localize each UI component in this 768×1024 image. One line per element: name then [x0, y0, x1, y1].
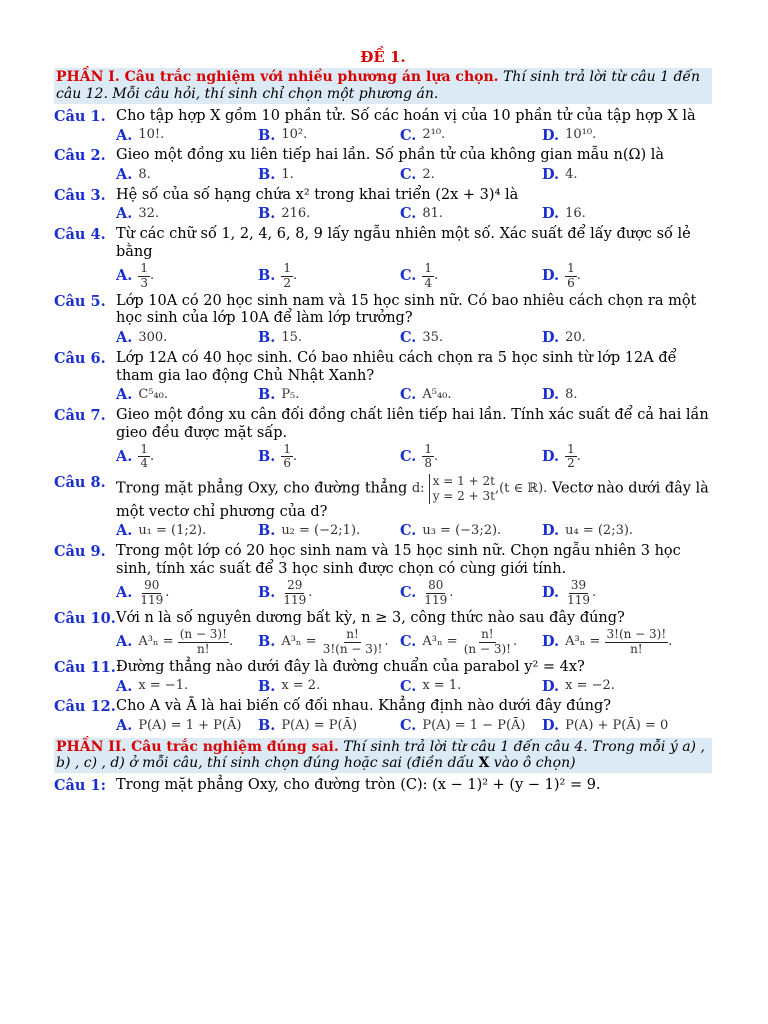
option-letter: C. — [400, 386, 417, 404]
option-value: 8. — [565, 387, 578, 403]
denominator: 119 — [567, 592, 591, 607]
part2-instruction-a: Thí sinh trả lời từ câu 1 đến câu 4. Trong mỗi ý a) , b) , c) , d) ở mỗi câu, thí sinh chọn đúng hoặc sai (điền dấu — [56, 738, 705, 772]
question-label: Câu 4. — [54, 226, 106, 244]
option-a — [116, 127, 258, 145]
numerator: 3!(n − 3)! — [606, 627, 667, 642]
option-b — [258, 166, 400, 184]
option-d — [542, 678, 684, 696]
option-d — [542, 127, 684, 145]
option-value: P₅. — [281, 387, 300, 403]
numerator: 1 — [424, 261, 432, 276]
denominator: 2 — [567, 456, 575, 471]
option-c — [400, 717, 542, 735]
option-c — [400, 386, 542, 404]
option-letter: A. — [116, 329, 133, 347]
option-value: 20. — [565, 330, 586, 346]
option-value: C⁵₄₀. — [138, 387, 169, 403]
system-suffix: ,(t ∈ ℝ). — [494, 481, 548, 497]
question-text-part: Vectơ nào dưới đây là — [547, 480, 709, 497]
option-letter: D. — [542, 522, 560, 540]
option-value: P(A) = 1 + P(Ā) — [138, 717, 242, 733]
question-1 — [54, 108, 712, 126]
option-letter: B. — [258, 386, 276, 404]
option-d — [542, 205, 684, 223]
option-c — [400, 628, 542, 655]
part1-heading: PHẦN I. Câu trắc nghiệm với nhiều phương án lựa chọn. — [56, 69, 499, 86]
option-value — [138, 262, 154, 289]
options-row — [54, 579, 712, 606]
fraction — [565, 443, 577, 470]
option-punct: . — [165, 585, 170, 601]
question-7 — [54, 407, 712, 442]
options-row — [54, 262, 712, 289]
option-punct: . — [449, 585, 454, 601]
fraction — [281, 579, 308, 606]
part2-header — [54, 738, 712, 774]
fraction — [281, 262, 293, 289]
option-a — [116, 678, 258, 696]
denominator: 3!(n − 3)! — [322, 641, 383, 656]
question-12 — [54, 698, 712, 716]
option-c — [400, 205, 542, 223]
option-value — [422, 628, 517, 655]
option-value: x = 1. — [422, 678, 462, 694]
option-value — [422, 579, 453, 606]
formula-lhs: A³ₙ = — [138, 634, 178, 650]
system-brace — [429, 474, 495, 504]
question-text: Trong một lớp có 20 học sinh nam và 15 học sinh nữ. Chọn ngẫu nhiên 3 học sinh, tính xác suất để 3 học sinh được chọn có cùng giới tính. — [116, 543, 681, 577]
question-text: Với n là số nguyên dương bất kỳ, n ≥ 3, công thức nào sau đây đúng? — [116, 609, 625, 626]
options-row — [54, 386, 712, 404]
option-letter: D. — [542, 205, 560, 223]
option-b — [258, 262, 400, 289]
question-text-part: Trong mặt phẳng Oxy, cho đường thẳng — [116, 480, 412, 497]
question-label: Câu 3. — [54, 186, 106, 204]
option-value: A⁵₄₀. — [422, 387, 452, 403]
question-label: Câu 2. — [54, 147, 106, 165]
options-row — [54, 166, 712, 184]
fraction — [422, 443, 434, 470]
fraction — [321, 628, 385, 655]
option-c — [400, 579, 542, 606]
denominator: 2 — [283, 275, 291, 290]
option-a — [116, 717, 258, 735]
option-letter: D. — [542, 633, 560, 651]
question-label: Câu 6. — [54, 349, 106, 367]
question-text: Gieo một đồng xu liên tiếp hai lần. Số phần tử của không gian mẫu n(Ω) là — [116, 147, 665, 164]
option-value — [565, 579, 596, 606]
option-letter: A. — [116, 165, 133, 183]
options-row — [54, 678, 712, 696]
denominator: 3 — [140, 275, 148, 290]
fraction — [281, 443, 293, 470]
option-c — [400, 522, 542, 540]
question-text: Lớp 10A có 20 học sinh nam và 15 học sinh nữ. Có bao nhiêu cách chọn ra một học sinh của lớp 10A để làm lớp trưởng? — [116, 292, 697, 327]
option-c — [400, 329, 542, 347]
option-letter: D. — [542, 584, 560, 602]
exam-title: ĐỀ 1. — [360, 48, 406, 66]
system-prefix: d: — [411, 481, 429, 497]
denominator: 119 — [424, 592, 448, 607]
option-value — [281, 443, 297, 470]
option-value — [565, 262, 581, 289]
option-value: 4. — [565, 166, 578, 182]
option-d — [542, 522, 684, 540]
option-letter: C. — [400, 267, 417, 285]
option-a — [116, 329, 258, 347]
option-value: x = −1. — [138, 678, 189, 694]
option-value — [422, 443, 438, 470]
option-value: x = 2. — [281, 678, 321, 694]
option-value: 300. — [138, 330, 168, 346]
options-row — [54, 443, 712, 470]
option-b — [258, 678, 400, 696]
question-label: Câu 11. — [54, 658, 116, 676]
option-value: 81. — [422, 206, 444, 222]
option-letter: B. — [258, 522, 276, 540]
option-value: P(A) + P(Ā) = 0 — [565, 717, 669, 733]
option-letter: A. — [116, 386, 133, 404]
denominator: 6 — [283, 456, 291, 471]
option-letter: D. — [542, 677, 560, 695]
option-letter: C. — [400, 126, 417, 144]
numerator: 80 — [428, 578, 444, 593]
question-4 — [54, 226, 712, 261]
option-value: x = −2. — [565, 678, 615, 694]
option-d — [542, 717, 684, 735]
option-value: 32. — [138, 206, 159, 222]
option-c — [400, 678, 542, 696]
formula-lhs: A³ₙ = — [565, 634, 605, 650]
option-letter: A. — [116, 205, 133, 223]
option-punct: . — [668, 634, 673, 650]
option-value: 1. — [281, 166, 294, 182]
option-value — [138, 579, 169, 606]
denominator: 6 — [567, 275, 575, 290]
option-d — [542, 386, 684, 404]
question-text: Trong mặt phẳng Oxy, cho đường tròn (C): (x − 1)² + (y − 1)² = 9. — [116, 777, 601, 794]
denominator: 8 — [424, 456, 432, 471]
option-punct: . — [308, 585, 313, 601]
numerator: 1 — [140, 442, 148, 457]
option-letter: B. — [258, 205, 276, 223]
option-value: u₃ = (−3;2). — [422, 523, 502, 539]
option-letter: A. — [116, 267, 133, 285]
question-label: Câu 7. — [54, 406, 106, 424]
option-a — [116, 205, 258, 223]
numerator: 1 — [424, 442, 432, 457]
option-punct: . — [433, 449, 439, 465]
option-letter: D. — [542, 126, 560, 144]
option-punct: . — [228, 634, 234, 650]
option-value: 10!. — [138, 127, 165, 143]
question-list — [54, 108, 712, 735]
option-letter: C. — [400, 448, 417, 466]
option-punct: . — [592, 585, 597, 601]
part2-question-1 — [54, 777, 712, 795]
options-row — [54, 127, 712, 145]
part2-mark: X — [478, 755, 490, 772]
option-letter: D. — [542, 329, 560, 347]
option-punct: . — [292, 449, 298, 465]
question-text: Cho tập hợp X gồm 10 phần tử. Số các hoán vị của 10 phần tử của tập hợp X là — [116, 107, 696, 124]
question-text: Cho A và Ā là hai biến cố đối nhau. Khẳng định nào dưới đây đúng? — [116, 698, 612, 715]
option-letter: B. — [258, 126, 276, 144]
formula-lhs: A³ₙ = — [422, 634, 462, 650]
question-3 — [54, 187, 712, 205]
options-row — [54, 522, 712, 540]
question-text: Lớp 12A có 40 học sinh. Có bao nhiêu cách chọn ra 5 học sinh từ lớp 12A để tham gia lao động Chủ Nhật Xanh? — [116, 349, 677, 384]
option-letter: C. — [400, 716, 417, 734]
option-letter: D. — [542, 716, 560, 734]
question-label: Câu 10. — [54, 609, 116, 627]
option-letter: C. — [400, 633, 417, 651]
options-row — [54, 205, 712, 223]
option-value: 15. — [281, 330, 302, 346]
option-letter: B. — [258, 633, 276, 651]
option-letter: B. — [258, 329, 276, 347]
option-letter: D. — [542, 386, 560, 404]
option-value: 8. — [138, 166, 151, 182]
option-punct: . — [512, 634, 518, 650]
option-c — [400, 262, 542, 289]
numerator: 1 — [283, 261, 291, 276]
option-b — [258, 522, 400, 540]
option-value — [565, 628, 672, 655]
option-d — [542, 443, 684, 470]
option-letter: B. — [258, 165, 276, 183]
option-letter: C. — [400, 205, 417, 223]
fraction — [422, 579, 449, 606]
option-a — [116, 262, 258, 289]
numerator: 1 — [140, 261, 148, 276]
option-b — [258, 386, 400, 404]
options-row — [54, 717, 712, 735]
option-a — [116, 166, 258, 184]
option-value: u₁ = (1;2). — [138, 523, 207, 539]
denominator: (n − 3)! — [463, 641, 511, 656]
option-b — [258, 329, 400, 347]
option-letter: C. — [400, 165, 417, 183]
option-value: 10¹⁰. — [565, 127, 597, 143]
question-5 — [54, 293, 712, 328]
fraction — [565, 579, 592, 606]
option-a — [116, 579, 258, 606]
option-punct: . — [576, 268, 581, 284]
question-label: Câu 9. — [54, 543, 106, 561]
numerator: 1 — [283, 442, 291, 457]
fraction — [605, 628, 669, 655]
denominator: 119 — [283, 592, 307, 607]
option-value: 2¹⁰. — [422, 127, 446, 143]
question-6 — [54, 350, 712, 385]
numerator: n! — [481, 627, 494, 642]
question-text: Từ các chữ số 1, 2, 4, 6, 8, 9 lấy ngẫu nhiên một số. Xác suất để lấy được số lẻ bằng — [116, 226, 691, 260]
fraction — [138, 579, 165, 606]
question-label: Câu 5. — [54, 292, 106, 310]
denominator: 4 — [424, 275, 432, 290]
fraction — [422, 262, 434, 289]
option-value: 216. — [281, 206, 311, 222]
option-value — [281, 262, 297, 289]
question-label: Câu 1: — [54, 777, 106, 795]
question-text: Gieo một đồng xu cân đối đồng chất liên tiếp hai lần. Tính xác suất để cả hai lần gieo đều được mặt sấp. — [116, 406, 709, 441]
option-punct: . — [384, 634, 389, 650]
option-punct: . — [149, 268, 155, 284]
option-b — [258, 717, 400, 735]
option-letter: A. — [116, 522, 133, 540]
question-text: Đường thẳng nào dưới đây là đường chuẩn của parabol y² = 4x? — [116, 658, 585, 675]
question-8 — [54, 474, 712, 522]
question-label: Câu 8. — [54, 473, 106, 491]
question-label: Câu 1. — [54, 107, 106, 125]
option-letter: B. — [258, 677, 276, 695]
option-letter: D. — [542, 165, 560, 183]
option-letter: C. — [400, 329, 417, 347]
numerator: 1 — [567, 442, 575, 457]
option-letter: D. — [542, 448, 560, 466]
fraction — [138, 443, 150, 470]
question-label: Câu 12. — [54, 698, 116, 716]
option-b — [258, 443, 400, 470]
question-text-part: một vectơ chỉ phương của d? — [116, 503, 328, 520]
denominator: n! — [197, 641, 210, 656]
option-letter: B. — [258, 584, 276, 602]
option-value — [422, 262, 438, 289]
formula-lhs: A³ₙ = — [281, 634, 321, 650]
numerator: 1 — [567, 261, 575, 276]
option-a — [116, 443, 258, 470]
option-d — [542, 262, 684, 289]
option-c — [400, 127, 542, 145]
options-row — [54, 628, 712, 655]
system-line: y = 2 + 3t — [432, 488, 495, 503]
option-letter: A. — [116, 126, 133, 144]
question-text — [116, 474, 712, 522]
part1-header — [54, 68, 712, 104]
option-letter: B. — [258, 448, 276, 466]
fraction — [138, 262, 150, 289]
option-c — [400, 443, 542, 470]
option-b — [258, 579, 400, 606]
option-letter: C. — [400, 677, 417, 695]
numerator: 29 — [287, 578, 303, 593]
option-d — [542, 579, 684, 606]
fraction — [565, 262, 577, 289]
denominator: 4 — [140, 456, 148, 471]
option-c — [400, 166, 542, 184]
question-2 — [54, 147, 712, 165]
option-a — [116, 522, 258, 540]
options-row — [54, 329, 712, 347]
option-d — [542, 329, 684, 347]
part2-instruction-b: vào ô chọn) — [493, 755, 576, 772]
option-letter: B. — [258, 716, 276, 734]
option-value: P(A) = 1 − P(Ā) — [422, 717, 526, 733]
option-value: 35. — [422, 330, 444, 346]
option-a — [116, 386, 258, 404]
line-system-equation — [411, 473, 548, 503]
denominator: n! — [630, 641, 643, 656]
numerator: 90 — [144, 578, 160, 593]
option-letter: B. — [258, 267, 276, 285]
option-punct: . — [576, 449, 581, 465]
option-letter: A. — [116, 448, 133, 466]
option-letter: A. — [116, 677, 133, 695]
option-b — [258, 205, 400, 223]
question-9 — [54, 543, 712, 578]
option-letter: A. — [116, 633, 133, 651]
option-value — [281, 579, 312, 606]
option-value — [138, 443, 154, 470]
numerator: 39 — [570, 578, 587, 593]
option-value: 16. — [565, 206, 586, 222]
option-letter: C. — [400, 584, 417, 602]
option-d — [542, 628, 684, 655]
option-letter: C. — [400, 522, 417, 540]
numerator: n! — [346, 627, 359, 642]
option-a — [116, 628, 258, 655]
option-punct: . — [433, 268, 439, 284]
fraction — [462, 628, 513, 655]
system-line: x = 1 + 2t — [432, 473, 495, 488]
part1-instruction: Thí sinh trả lời từ câu 1 đến câu 12. Mỗi câu hỏi, thí sinh chỉ chọn một phương án. — [56, 69, 701, 103]
question-text: Hệ số của số hạng chứa x² trong khai triển (2x + 3)⁴ là — [116, 186, 519, 203]
option-punct: . — [149, 449, 155, 465]
numerator: (n − 3)! — [179, 627, 227, 642]
option-value — [281, 628, 388, 655]
option-b — [258, 127, 400, 145]
option-value: u₄ = (2;3). — [565, 523, 634, 539]
option-d — [542, 166, 684, 184]
denominator: 119 — [140, 592, 164, 607]
question-10 — [54, 610, 712, 628]
option-value: u₂ = (−2;1). — [281, 523, 361, 539]
option-letter: A. — [116, 584, 133, 602]
option-value — [565, 443, 581, 470]
option-punct: . — [292, 268, 298, 284]
option-value: 2. — [422, 166, 435, 182]
question-11 — [54, 659, 712, 677]
option-value: P(A) = P(Ā) — [281, 717, 358, 733]
option-value — [138, 628, 233, 655]
option-b — [258, 628, 400, 655]
option-letter: A. — [116, 716, 133, 734]
option-letter: D. — [542, 267, 560, 285]
option-value: 10². — [281, 127, 308, 143]
part2-heading: PHẦN II. Câu trắc nghiệm đúng sai. — [56, 738, 339, 755]
fraction — [178, 628, 229, 655]
